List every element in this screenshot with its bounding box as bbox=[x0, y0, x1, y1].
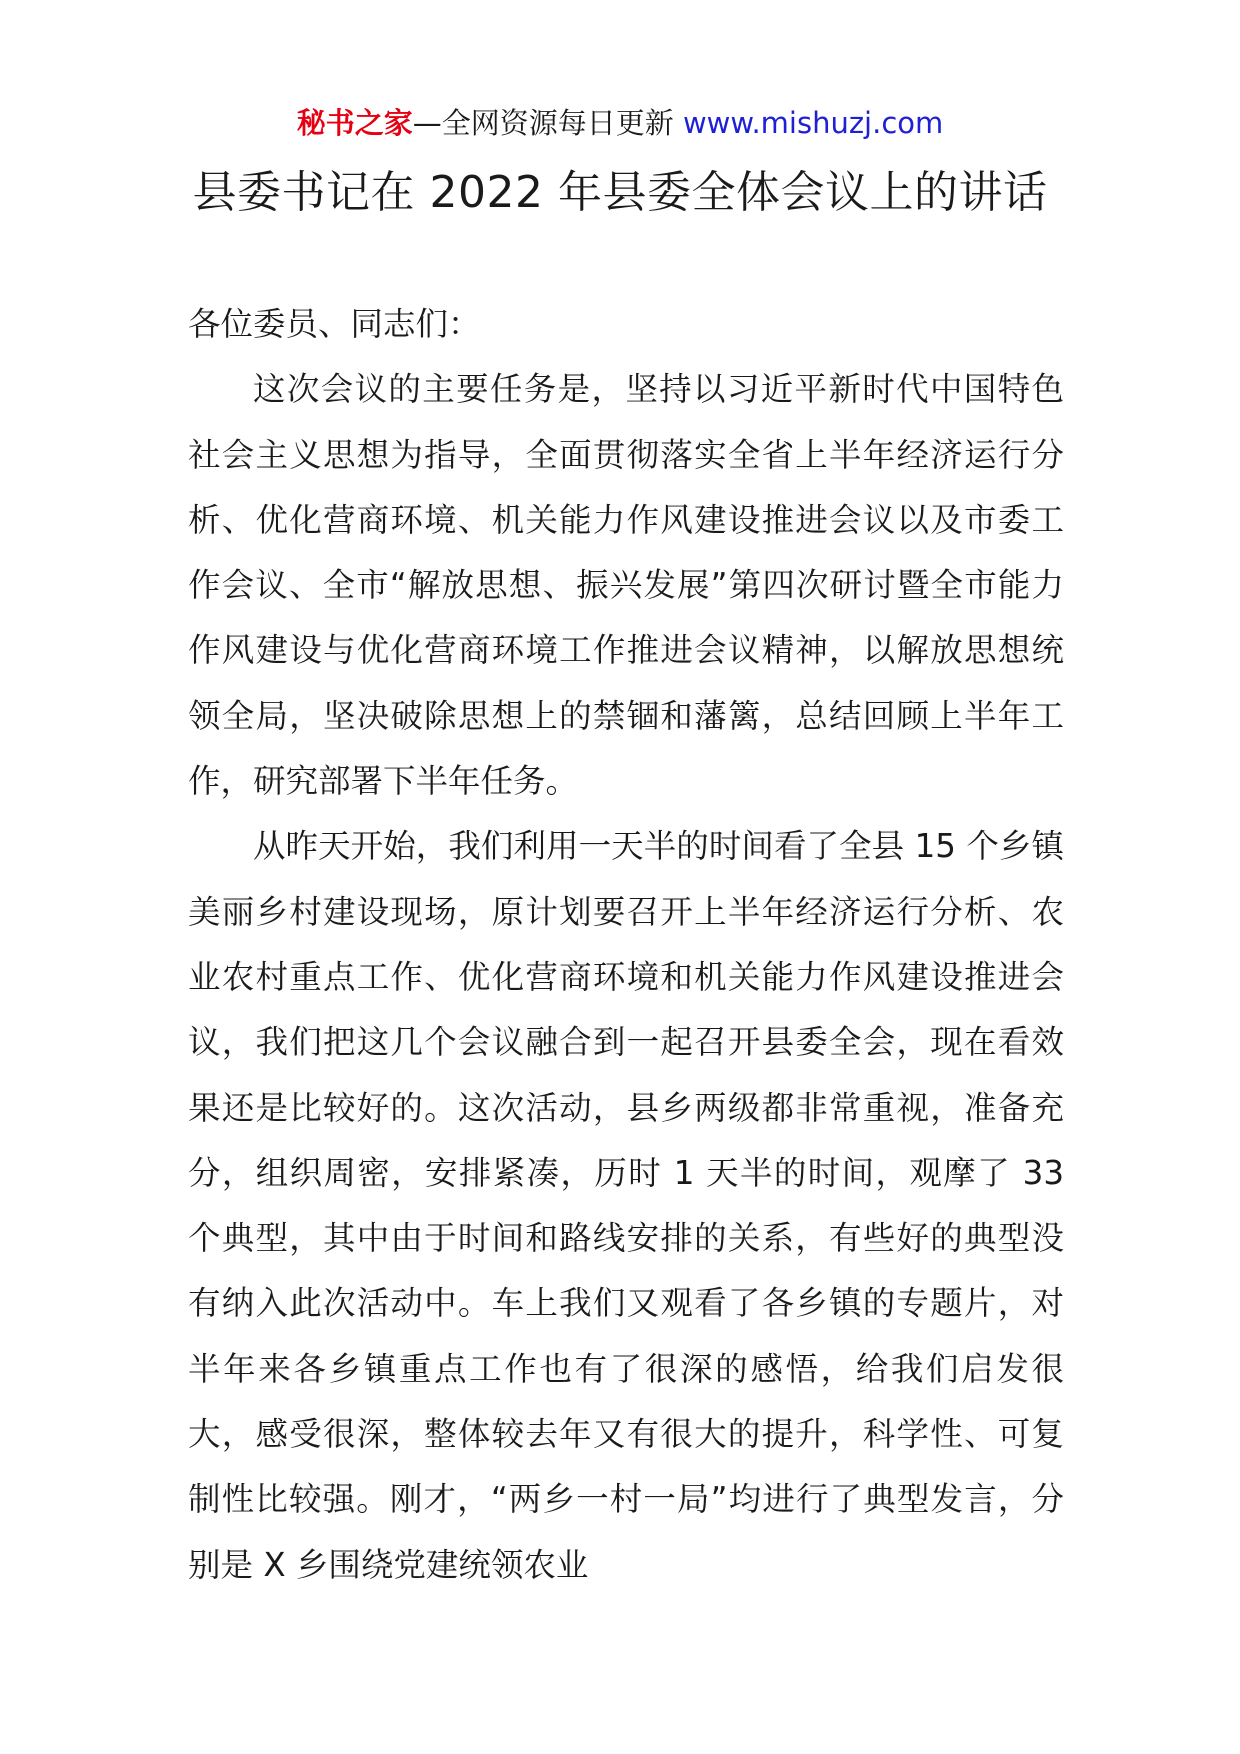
document-body bbox=[188, 292, 1064, 1598]
site-url-link[interactable]: www.mishuzj.com bbox=[682, 106, 944, 140]
paragraph-1: 这次会议的主要任务是，坚持以习近平新时代中国特色社会主义思想为指导，全面贯彻落实全省上半年经济运行分析、优化营商环境、机关能力作风建设推进会议以及市委工作会议、全市“解放思想、振兴发展”第四次研讨暨全市能力作风建设与优化营商环境工作推进会议精神，以解放思想统领全局，坚决破除思想上的禁锢和藩篱，总结回顾上半年工作，研究部署下半年任务。 bbox=[188, 370, 1064, 801]
document-title: 县委书记在 2022 年县委全体会议上的讲话 bbox=[192, 167, 1048, 218]
site-banner bbox=[0, 103, 1240, 143]
banner-tagline: —全网资源每日更新 bbox=[412, 106, 674, 140]
salutation: 各位委员、同志们： bbox=[188, 305, 481, 343]
paragraph-2: 从昨天开始，我们利用一天半的时间看了全县 15 个乡镇美丽乡村建设现场，原计划要召开上半年经济运行分析、农业农村重点工作、优化营商环境和机关能力作风建设推进会议，我们把这几个会议融合到一起召开县委全会，现在看效果还是比较好的。这次活动，县乡两级都非常重视，准备充分，组织周密，安排紧凑，历时 1 天半的时间，观摩了 33 个典型，其中由于时间和路线安排的关系，有些好的典型没有纳入此次活动中。车上我们又观看了各乡镇的专题片，对半年来各乡镇重点工作也有了很深的感悟，给我们启发很大，感受很深，整体较去年又有很大的提升，科学性、可复制性比较强。刚才，“两乡一村一局”均进行了典型发言，分别是 X 乡围绕党建统领农业 bbox=[188, 827, 1064, 1584]
brand-name: 秘书之家 bbox=[296, 106, 413, 140]
